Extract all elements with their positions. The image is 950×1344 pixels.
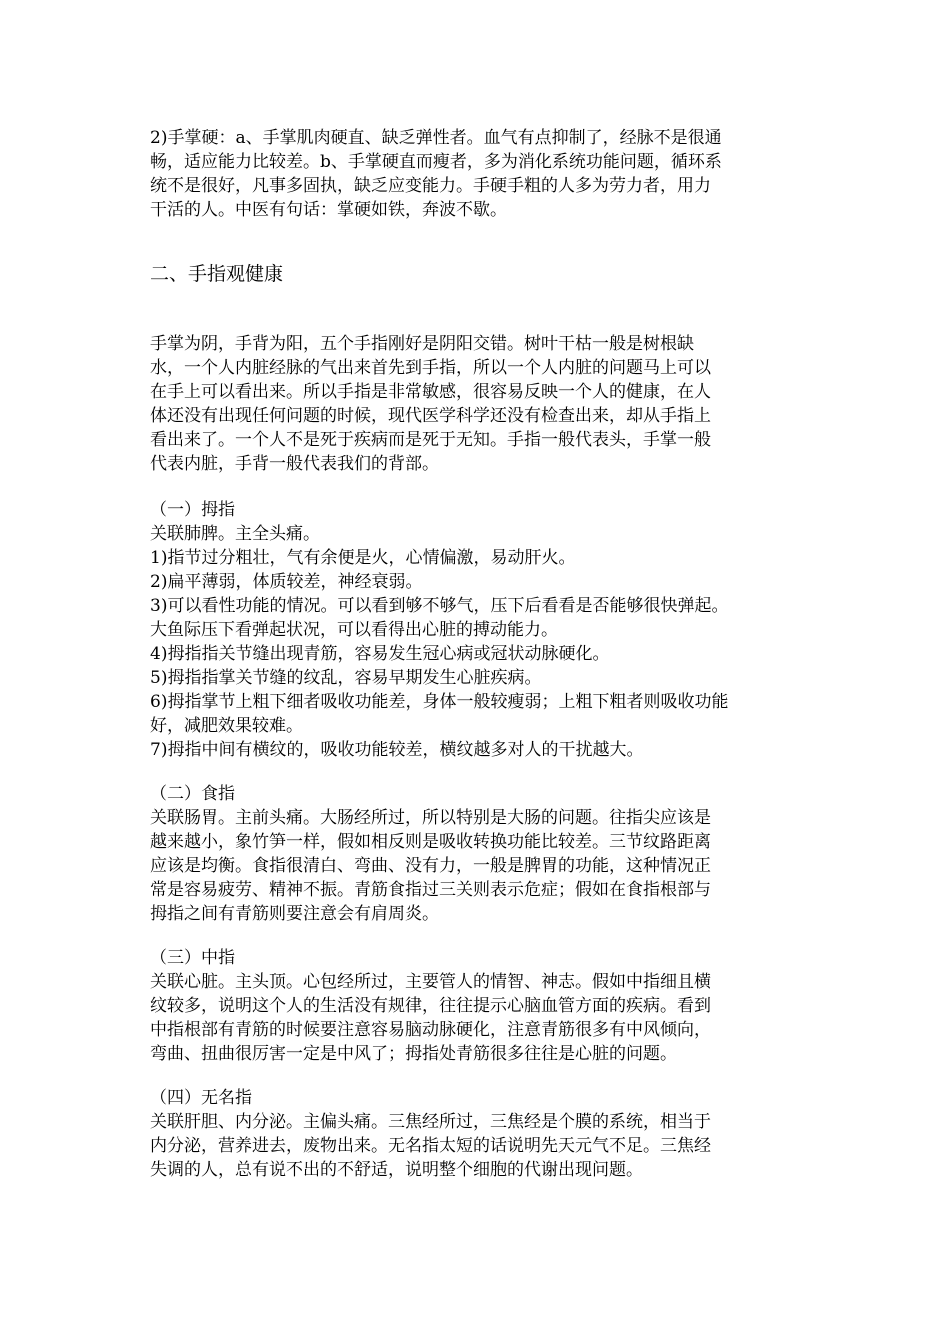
- text-line: 拇指之间有青筋则要注意会有肩周炎。: [150, 904, 439, 924]
- middle-finger-body: [150, 970, 800, 1066]
- text-line: 好，减肥效果较难。: [150, 716, 303, 736]
- thumb-section: [150, 498, 800, 762]
- index-finger-section: [150, 782, 800, 926]
- text-line: 干活的人。中医有句话：掌硬如铁，奔波不歇。: [150, 200, 507, 220]
- text-line: 失调的人，总有说不出的不舒适，说明整个细胞的代谢出现问题。: [150, 1160, 643, 1180]
- text-line: 3)可以看性功能的情况。可以看到够不够气，压下后看看是否能够很快弹起。: [150, 596, 729, 616]
- text-line: 4)拇指指关节缝出现青筋，容易发生冠心病或冠状动脉硬化。: [150, 644, 610, 664]
- text-line: 中指根部有青筋的时候要注意容易脑动脉硬化，注意青筋很多有中风倾向，: [150, 1020, 711, 1040]
- text-line: 纹较多，说明这个人的生活没有规律，往往提示心脑血管方面的疾病。看到: [150, 996, 711, 1016]
- text-line: 内分泌，营养进去，废物出来。无名指太短的话说明先天元气不足。三焦经: [150, 1136, 711, 1156]
- ring-finger-body: [150, 1110, 800, 1182]
- text-line: 2)扁平薄弱，体质较差，神经衰弱。: [150, 572, 423, 592]
- overview-paragraph: [150, 332, 800, 476]
- ring-finger-title: （四）无名指: [150, 1088, 252, 1108]
- text-line: 越来越小，象竹笋一样，假如相反则是吸收转换功能比较差。三节纹路距离: [150, 832, 711, 852]
- intro-paragraph: [150, 126, 800, 222]
- text-line: 6)拇指掌节上粗下细者吸收功能差，身体一般较瘦弱；上粗下粗者则吸收功能: [150, 692, 729, 712]
- ring-finger-section: [150, 1086, 800, 1182]
- text-line: 手掌为阴，手背为阳，五个手指刚好是阴阳交错。树叶干枯一般是树根缺: [150, 334, 694, 354]
- text-line: 2)手掌硬：a、手掌肌肉硬直、缺乏弹性者。血气有点抑制了，经脉不是很通: [150, 128, 722, 148]
- text-line: 弯曲、扭曲很厉害一定是中风了；拇指处青筋很多往往是心脏的问题。: [150, 1044, 677, 1064]
- text-line: 水，一个人内脏经脉的气出来首先到手指，所以一个人内脏的问题马上可以: [150, 358, 711, 378]
- text-line: 在手上可以看出来。所以手指是非常敏感，很容易反映一个人的健康，在人: [150, 382, 711, 402]
- text-line: 常是容易疲劳、精神不振。青筋食指过三关则表示危症；假如在食指根部与: [150, 880, 711, 900]
- index-finger-body: [150, 806, 800, 926]
- section-heading: 二、手指观健康: [150, 263, 284, 285]
- text-line: 看出来了。一个人不是死于疾病而是死于无知。手指一般代表头，手掌一般: [150, 430, 711, 450]
- text-line: 代表内脏，手背一般代表我们的背部。: [150, 454, 439, 474]
- thumb-title: （一）拇指: [150, 500, 235, 520]
- middle-finger-title: （三）中指: [150, 948, 235, 968]
- text-line: 体还没有出现任何问题的时候，现代医学科学还没有检查出来，却从手指上: [150, 406, 711, 426]
- text-line: 7)拇指中间有横纹的，吸收功能较差，横纹越多对人的干扰越大。: [150, 740, 644, 760]
- text-line: 关联肺脾。主全头痛。: [150, 524, 320, 544]
- thumb-body: [150, 522, 800, 762]
- text-line: 关联心脏。主头顶。心包经所过，主要管人的情智、神志。假如中指细且横: [150, 972, 711, 992]
- text-line: 1)指节过分粗壮，气有余便是火，心情偏激，易动肝火。: [150, 548, 576, 568]
- document-page: [150, 126, 800, 1182]
- middle-finger-section: [150, 946, 800, 1066]
- text-line: 畅，适应能力比较差。b、手掌硬直而瘦者，多为消化系统功能问题，循环系: [150, 152, 722, 172]
- text-line: 统不是很好，凡事多固执，缺乏应变能力。手硬手粗的人多为劳力者，用力: [150, 176, 711, 196]
- text-line: 5)拇指指掌关节缝的纹乱，容易早期发生心脏疾病。: [150, 668, 542, 688]
- text-line: 大鱼际压下看弹起状况，可以看得出心脏的搏动能力。: [150, 620, 558, 640]
- text-line: 关联肠胃。主前头痛。大肠经所过，所以特别是大肠的问题。往指尖应该是: [150, 808, 711, 828]
- index-finger-title: （二）食指: [150, 784, 235, 804]
- text-line: 关联肝胆、内分泌。主偏头痛。三焦经所过，三焦经是个膜的系统，相当于: [150, 1112, 711, 1132]
- text-line: 应该是均衡。食指很清白、弯曲、没有力，一般是脾胃的功能，这种情况正: [150, 856, 711, 876]
